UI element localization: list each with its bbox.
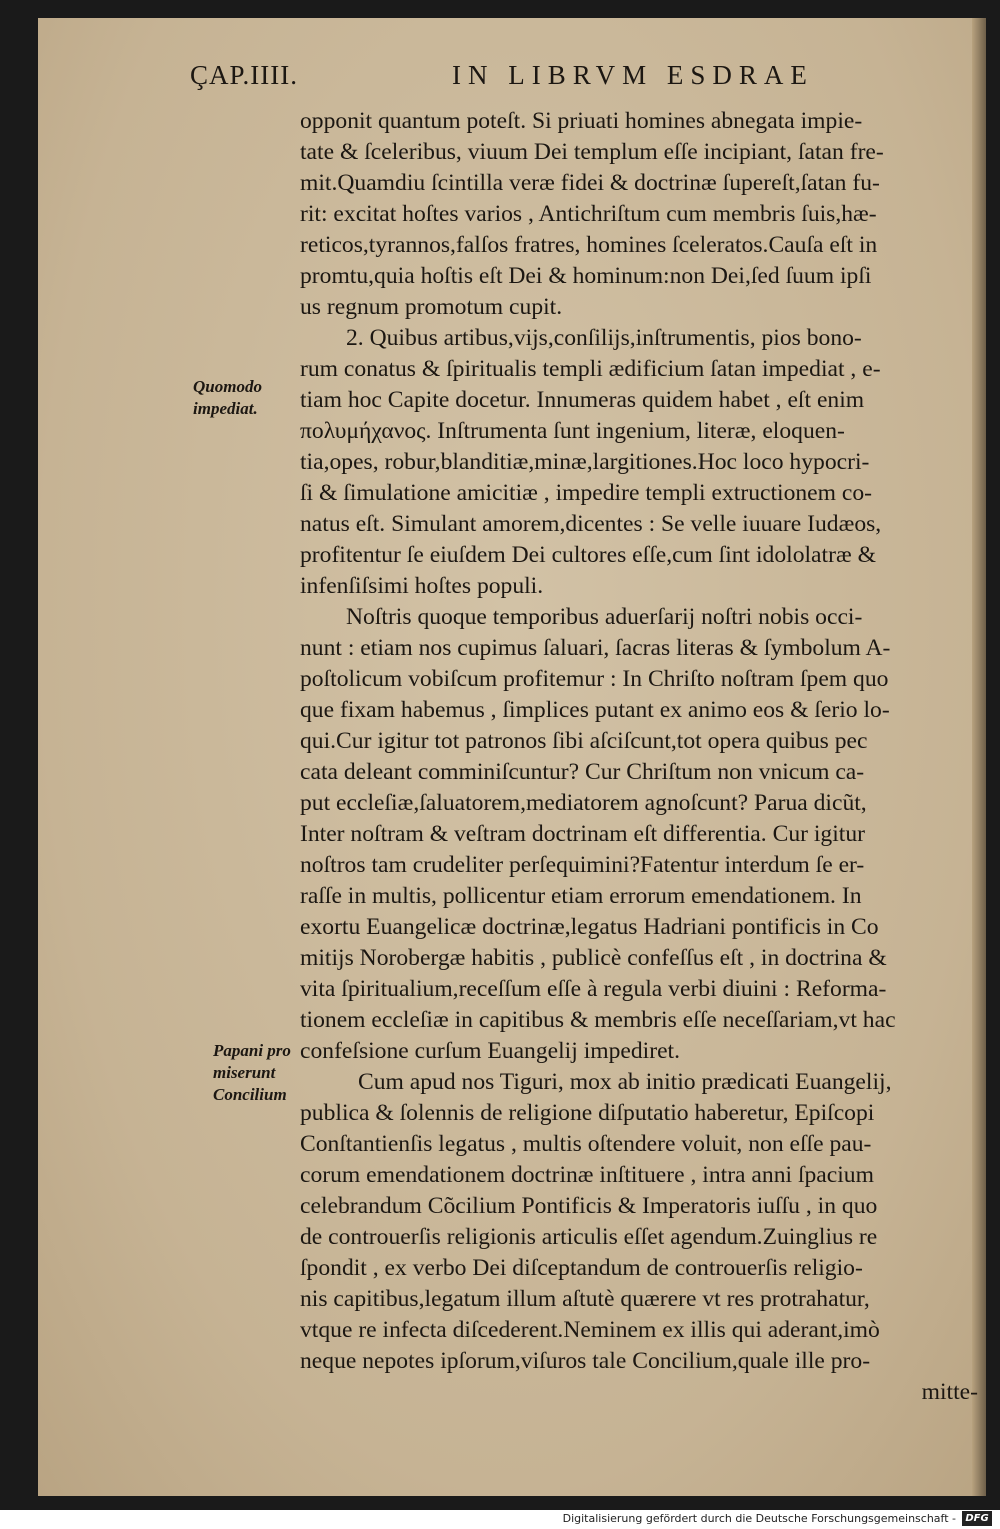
marginal-note-line: Papani pro xyxy=(213,1041,291,1060)
text-line: rum conatus & ſpiritualis templi ædificium ſatan impediat , e- xyxy=(300,356,881,382)
text-line: put eccleſiæ,ſaluatorem,mediatorem agnoſcunt? Parua dicũt, xyxy=(300,790,867,816)
text-line: natus eſt. Simulant amorem,dicentes : Se velle iuuare Iudæos, xyxy=(300,511,882,537)
text-line: de controuerſis religionis articulis eſſet agendum.Zuinglius re xyxy=(300,1224,878,1250)
marginal-note-line: miserunt xyxy=(213,1063,276,1082)
text-line: Cum apud nos Tiguri, mox ab initio prædicati Euangelij, xyxy=(358,1069,892,1095)
marginal-note-line: impediat. xyxy=(193,399,258,418)
text-line: publica & ſolennis de religione diſputatio haberetur, Epiſcopi xyxy=(300,1100,875,1126)
marginal-note xyxy=(193,376,262,420)
text-line: 2. Quibus artibus,vijs,conſilijs,inſtrumentis, pios bono- xyxy=(346,325,862,351)
text-line: Noſtris quoque temporibus aduerſarij noſtri nobis occi- xyxy=(346,604,863,630)
text-line: reticos,tyrannos,falſos fratres, homines ſceleratos.Cauſa eſt in xyxy=(300,232,878,258)
text-line: tia,opes, robur,blanditiæ,minæ,largitiones.Hoc loco hypocri- xyxy=(300,449,870,475)
text-line: infenſiſsimi hoſtes populi. xyxy=(300,573,544,599)
text-line: rit: excitat hoſtes varios , Antichriſtum cum membris ſuis,hæ- xyxy=(300,201,877,227)
body-text xyxy=(300,106,978,1408)
text-line: celebrandum Cõcilium Pontificis & Imperatoris iuſſu , in quo xyxy=(300,1193,878,1219)
text-line: vita ſpiritualium,receſſum eſſe à regula verbi diuini : Reforma- xyxy=(300,976,887,1002)
text-line: ſi & ſimulatione amicitiæ , impedire templi extructionem co- xyxy=(300,480,873,506)
text-line: profitentur ſe eiuſdem Dei cultores eſſe,cum ſint idololatræ & xyxy=(300,542,876,568)
marginal-note-line: Quomodo xyxy=(193,377,262,396)
book-title: IN LIBRVM ESDRAE xyxy=(452,60,814,90)
text-line: cata deleant comminiſcuntur? Cur Chriſtum non vnicum ca- xyxy=(300,759,865,785)
text-line: qui.Cur igitur tot patronos ſibi aſciſcunt,tot opera quibus pec xyxy=(300,728,868,754)
text-line: corum emendationem doctrinæ inſtituere , intra anni ſpacium xyxy=(300,1162,874,1188)
text-line: confeſsione curſum Euangelij impediret. xyxy=(300,1038,680,1064)
text-line: exortu Euangelicæ doctrinæ,legatus Hadriani pontificis in Co xyxy=(300,914,879,940)
text-line: Inter noſtram & veſtram doctrinam eſt differentia. Cur igitur xyxy=(300,821,865,847)
text-line: Conſtantienſis legatus , multis oſtendere voluit, non eſſe pau- xyxy=(300,1131,872,1157)
text-line: nis capitibus,legatum illum aſtutè quærere vt res protrahatur, xyxy=(300,1286,870,1312)
text-line: tionem eccleſiæ in capitibus & membris eſſe neceſſariam,vt hac xyxy=(300,1007,896,1033)
text-line: tiam hoc Capite docetur. Innumeras quidem habet , eſt enim xyxy=(300,387,865,413)
text-line: mitijs Norobergæ habitis , publicè confeſſus eſt , in doctrina & xyxy=(300,945,887,971)
text-line: vtque re infecta diſcederent.Neminem ex illis qui aderant,imò xyxy=(300,1317,880,1343)
catchword: mitte- xyxy=(921,1379,978,1405)
marginal-note xyxy=(213,1040,291,1106)
running-head xyxy=(190,60,950,94)
marginal-note-line: Concilium xyxy=(213,1085,287,1104)
text-line: πολυμήχανος. Inſtrumenta ſunt ingenium, literæ, eloquen- xyxy=(300,418,845,444)
text-line: que fixam habemus , ſimplices putant ex animo eos & ſerio lo- xyxy=(300,697,890,723)
text-line: ſpondit , ex verbo Dei diſceptandum de controuerſis religio- xyxy=(300,1255,863,1281)
text-line: opponit quantum poteſt. Si priuati homines abnegata impie- xyxy=(300,108,863,134)
text-line: mit.Quamdiu ſcintilla veræ fidei & doctrinæ ſupereſt,ſatan fu- xyxy=(300,170,880,196)
footer xyxy=(0,1510,1000,1529)
text-line: tate & ſceleribus, viuum Dei templum eſſe incipiant, ſatan fre- xyxy=(300,139,884,165)
chapter-label: ÇAP.IIII. xyxy=(190,60,298,90)
text-line: noſtros tam crudeliter perſequimini?Fatentur interdum ſe er- xyxy=(300,852,865,878)
text-line: us regnum promotum cupit. xyxy=(300,294,563,320)
text-line: promtu,quia hoſtis eſt Dei & hominum:non Dei,ſed ſuum ipſi xyxy=(300,263,872,289)
text-line: nunt : etiam nos cupimus ſaluari, ſacras literas & ſymbolum A- xyxy=(300,635,891,661)
text-line: poſtolicum vobiſcum profitemur : In Chriſto noſtram ſpem quo xyxy=(300,666,889,692)
dfg-logo: DFG xyxy=(962,1511,992,1526)
funding-notice: Digitalisierung gefördert durch die Deutsche Forschungsgemeinschaft - xyxy=(562,1512,956,1525)
text-line: raſſe in multis, pollicentur etiam errorum emendationem. In xyxy=(300,883,862,909)
text-line: neque nepotes ipſorum,viſuros tale Concilium,quale ille pro- xyxy=(300,1348,871,1374)
